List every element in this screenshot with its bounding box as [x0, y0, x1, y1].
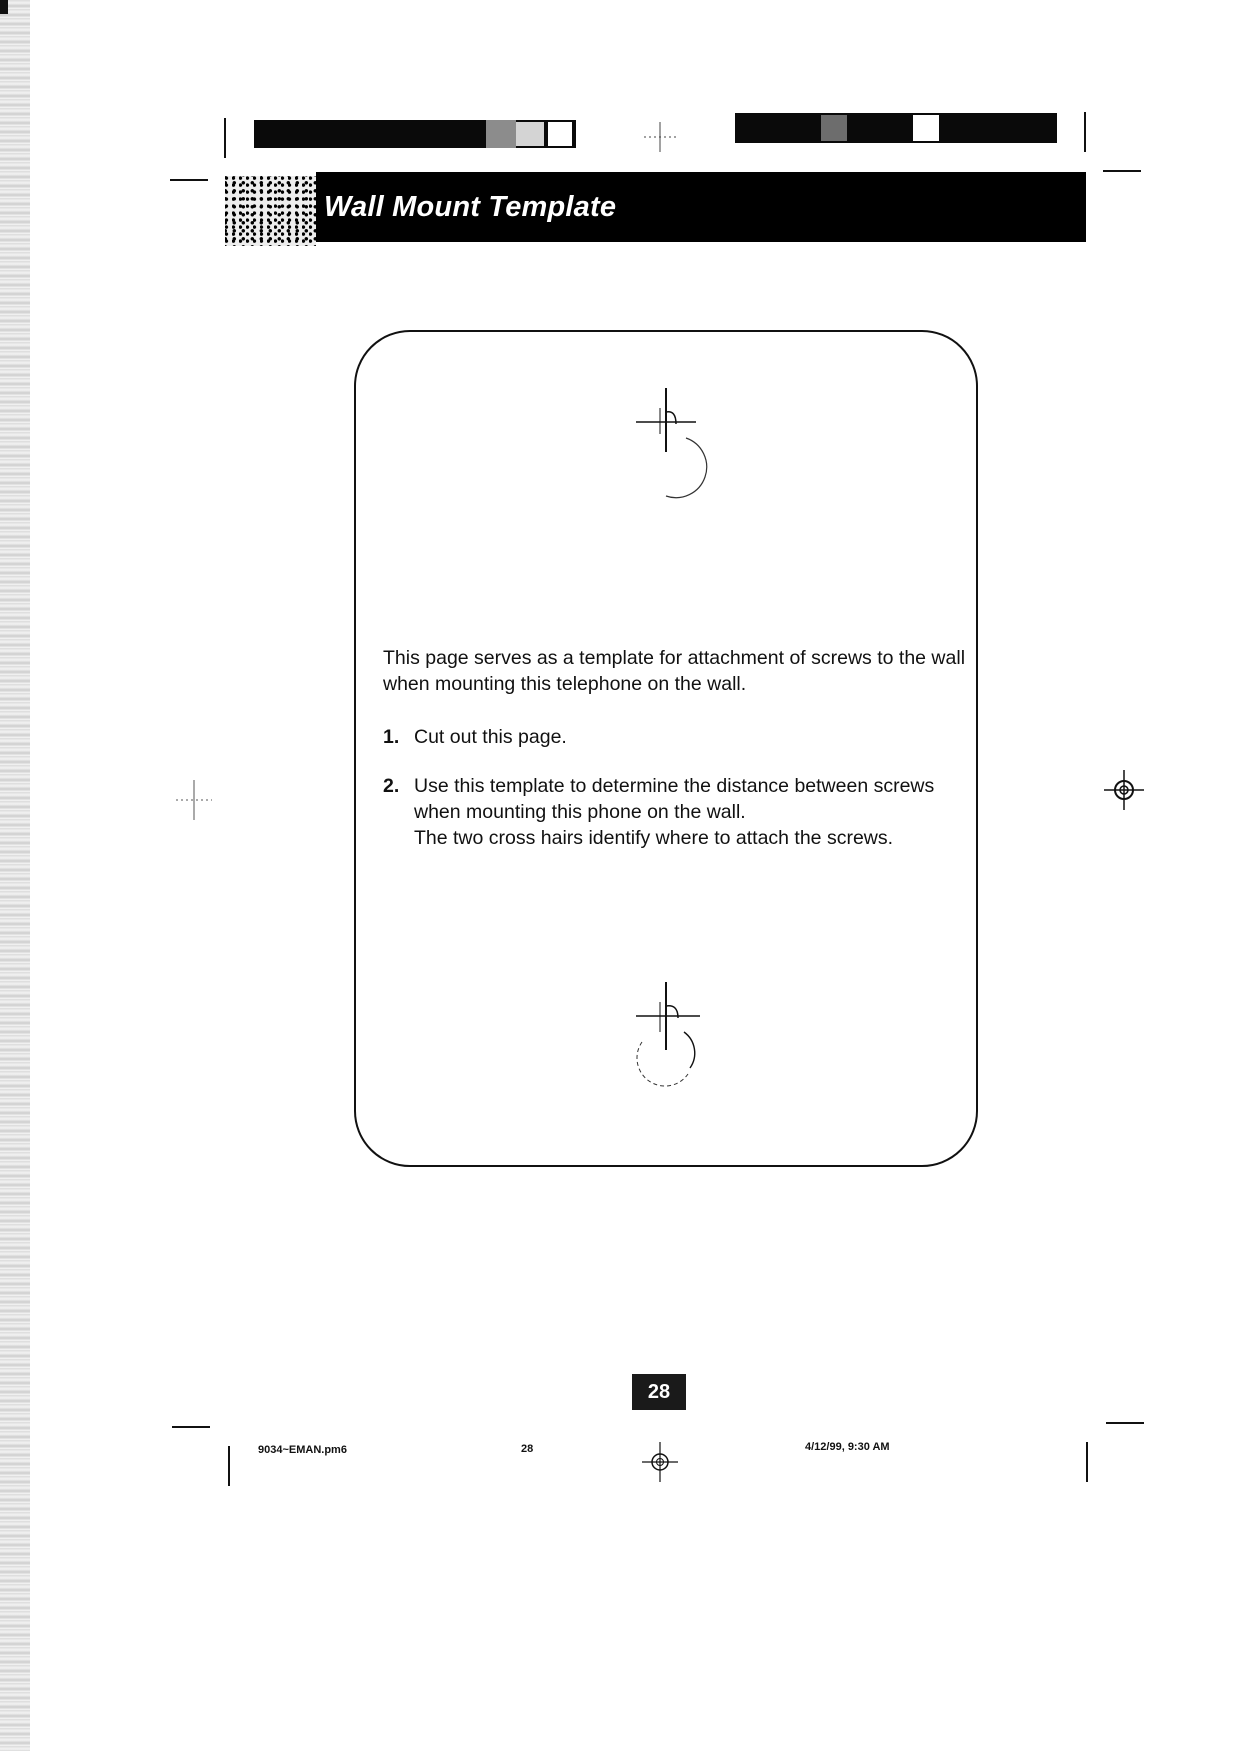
crop-mark-icon — [1103, 170, 1141, 172]
footer-file-name: 9034~EMAN.pm6 — [258, 1444, 347, 1456]
step-number: 1. — [383, 726, 400, 748]
registration-bar — [735, 113, 1057, 143]
registration-mark-icon — [1102, 768, 1146, 812]
screw-crosshair-icon — [628, 384, 708, 504]
crop-mark-icon — [1084, 112, 1086, 152]
crop-mark-icon — [1086, 1442, 1088, 1482]
crop-mark-icon — [170, 179, 208, 181]
screw-crosshair-icon — [628, 978, 708, 1098]
title-band — [316, 172, 1086, 242]
registration-mark-icon — [640, 120, 680, 154]
crop-mark-icon — [228, 1446, 230, 1486]
crop-mark-icon — [1106, 1422, 1144, 1424]
registration-mark-icon — [174, 778, 214, 822]
step-text: Use this template to determine the distance between screws when mounting this phone on the wall. The two cross hairs identify where to attach the screws. — [414, 775, 935, 849]
crop-mark-icon — [172, 1426, 210, 1428]
registration-mark-icon — [640, 1440, 680, 1484]
crop-mark-icon — [224, 118, 226, 158]
registration-bar — [254, 120, 576, 148]
scan-edge-mark — [0, 0, 8, 14]
intro-text: This page serves as a template for attachment of screws to the wall when mounting this telephone on the wall. — [383, 647, 966, 695]
step-number: 2. — [383, 775, 400, 797]
title-pattern — [225, 176, 316, 246]
scan-edge — [0, 0, 30, 1751]
step-text: Cut out this page. — [414, 726, 567, 748]
page-title: Wall Mount Template — [324, 190, 617, 223]
page-number: 28 — [632, 1374, 686, 1410]
footer-date: 4/12/99, 9:30 AM — [805, 1441, 890, 1453]
footer-page-number: 28 — [521, 1443, 534, 1455]
